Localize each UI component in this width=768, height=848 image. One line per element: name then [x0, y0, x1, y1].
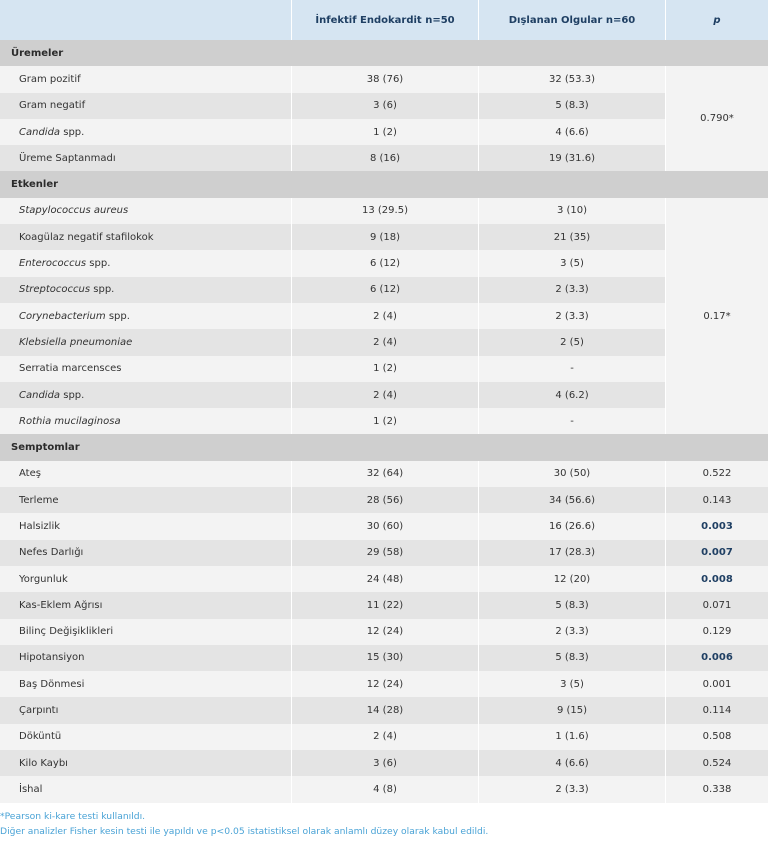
table-row [0, 119, 768, 145]
table-row [0, 724, 768, 750]
cell-infective-endocarditis: 2 (4) [291, 303, 478, 329]
table-row [0, 303, 768, 329]
cell-excluded-cases: 9 (15) [478, 697, 665, 723]
cell-infective-endocarditis: 9 (18) [291, 224, 478, 250]
header-excluded-cases: Dışlanan Olgular n=60 [478, 0, 665, 40]
cell-excluded-cases: 2 (3.3) [478, 277, 665, 303]
table-row [0, 329, 768, 355]
cell-excluded-cases: 19 (31.6) [478, 145, 665, 171]
cell-excluded-cases: 2 (3.3) [478, 619, 665, 645]
row-label-text: spp. [86, 258, 111, 270]
header-infective-endocarditis: İnfektif Endokardit n=50 [291, 0, 478, 40]
cell-excluded-cases: 2 (3.3) [478, 303, 665, 329]
cell-excluded-cases: 3 (10) [478, 198, 665, 224]
cell-infective-endocarditis: 3 (6) [291, 93, 478, 119]
row-label-italic: Enterococcus [19, 258, 87, 270]
row-label: Terleme [0, 487, 291, 513]
table-row [0, 66, 768, 92]
table-row [0, 93, 768, 119]
header-row [0, 0, 768, 40]
table-row [0, 250, 768, 276]
row-label: Yorgunluk [0, 566, 291, 592]
cell-infective-endocarditis: 12 (24) [291, 619, 478, 645]
row-label [0, 408, 291, 434]
row-label: Hipotansiyon [0, 645, 291, 671]
cell-infective-endocarditis: 38 (76) [291, 66, 478, 92]
section-title: Semptomlar [0, 434, 768, 460]
row-label-text: spp. [60, 389, 85, 401]
row-label: Baş Dönmesi [0, 671, 291, 697]
cell-infective-endocarditis: 32 (64) [291, 461, 478, 487]
row-label-text: Üreme Saptanmadı [19, 152, 116, 164]
row-label [0, 329, 291, 355]
cell-excluded-cases: 32 (53.3) [478, 66, 665, 92]
cell-infective-endocarditis: 1 (2) [291, 356, 478, 382]
row-label [0, 356, 291, 382]
cell-excluded-cases: 4 (6.6) [478, 750, 665, 776]
row-label-italic: Candida [19, 389, 61, 401]
cell-excluded-cases: 5 (8.3) [478, 645, 665, 671]
table-row [0, 224, 768, 250]
row-label-italic: Corynebacterium [19, 310, 106, 322]
cell-excluded-cases: 3 (5) [478, 671, 665, 697]
row-label [0, 250, 291, 276]
header-p-value: p [665, 0, 768, 40]
cell-excluded-cases: 34 (56.6) [478, 487, 665, 513]
row-label: İshal [0, 776, 291, 802]
row-label: Çarpıntı [0, 697, 291, 723]
cell-excluded-cases: 17 (28.3) [478, 540, 665, 566]
cell-p-value: 0.522 [665, 461, 768, 487]
cell-infective-endocarditis: 1 (2) [291, 119, 478, 145]
cell-excluded-cases: 5 (8.3) [478, 93, 665, 119]
cell-excluded-cases: 3 (5) [478, 250, 665, 276]
cell-infective-endocarditis: 28 (56) [291, 487, 478, 513]
cell-p-value: 0.508 [665, 724, 768, 750]
cell-infective-endocarditis: 14 (28) [291, 697, 478, 723]
cell-p-value: 0.008 [665, 566, 768, 592]
cell-excluded-cases: - [478, 408, 665, 434]
cell-p-value: 0.524 [665, 750, 768, 776]
cell-infective-endocarditis: 12 (24) [291, 671, 478, 697]
table-row [0, 145, 768, 171]
table-row [0, 671, 768, 697]
row-label-italic: Rothia mucilaginosa [19, 415, 121, 427]
cell-infective-endocarditis: 8 (16) [291, 145, 478, 171]
row-label: Nefes Darlığı [0, 540, 291, 566]
row-label-text: Koagülaz negatif stafilokok [19, 231, 154, 243]
cell-p-value: 0.129 [665, 619, 768, 645]
section-title: Üremeler [0, 40, 768, 66]
cell-excluded-cases: 12 (20) [478, 566, 665, 592]
header-empty [0, 0, 291, 40]
cell-p-value: 0.001 [665, 671, 768, 697]
cell-excluded-cases: 4 (6.2) [478, 382, 665, 408]
table-row [0, 566, 768, 592]
section-title: Etkenler [0, 171, 768, 197]
cell-excluded-cases: 2 (3.3) [478, 776, 665, 802]
cell-excluded-cases: - [478, 356, 665, 382]
footnote-fisher: Diğer analizler Fisher kesin testi ile yapıldı ve p<0.05 istatistiksel olarak anlamlı düzey olarak kabul edildi. [0, 825, 489, 837]
cell-excluded-cases: 2 (5) [478, 329, 665, 355]
row-label-text: spp. [105, 310, 130, 322]
cell-infective-endocarditis: 29 (58) [291, 540, 478, 566]
cell-p-value: 0.003 [665, 513, 768, 539]
table-row [0, 513, 768, 539]
table-row [0, 697, 768, 723]
row-label [0, 277, 291, 303]
cell-infective-endocarditis: 15 (30) [291, 645, 478, 671]
row-label: Ateş [0, 461, 291, 487]
row-label [0, 224, 291, 250]
row-label: Kas-Eklem Ağrısı [0, 592, 291, 618]
row-label: Kilo Kaybı [0, 750, 291, 776]
cell-infective-endocarditis: 2 (4) [291, 724, 478, 750]
table-row [0, 619, 768, 645]
row-label-text: spp. [60, 126, 85, 138]
table-row [0, 776, 768, 802]
row-label [0, 382, 291, 408]
cell-infective-endocarditis: 2 (4) [291, 382, 478, 408]
table-row [0, 461, 768, 487]
cell-excluded-cases: 16 (26.6) [478, 513, 665, 539]
footnotes [0, 809, 768, 839]
row-label: Döküntü [0, 724, 291, 750]
cell-infective-endocarditis: 11 (22) [291, 592, 478, 618]
row-label-italic: Klebsiella pneumoniae [19, 336, 133, 348]
row-label [0, 198, 291, 224]
table-row [0, 592, 768, 618]
table-row [0, 540, 768, 566]
table-row [0, 487, 768, 513]
cell-infective-endocarditis: 30 (60) [291, 513, 478, 539]
row-label [0, 303, 291, 329]
table-row [0, 356, 768, 382]
cell-excluded-cases: 30 (50) [478, 461, 665, 487]
row-label-italic: Candida [19, 126, 61, 138]
table-body [0, 40, 768, 803]
cell-excluded-cases: 5 (8.3) [478, 592, 665, 618]
cell-infective-endocarditis: 6 (12) [291, 250, 478, 276]
table-row [0, 277, 768, 303]
cell-excluded-cases: 21 (35) [478, 224, 665, 250]
row-label [0, 119, 291, 145]
cell-infective-endocarditis: 1 (2) [291, 408, 478, 434]
cell-infective-endocarditis: 2 (4) [291, 329, 478, 355]
cell-p-value: 0.114 [665, 697, 768, 723]
cell-infective-endocarditis: 6 (12) [291, 277, 478, 303]
section-header-row [0, 40, 768, 66]
row-label [0, 93, 291, 119]
row-label [0, 66, 291, 92]
cell-p-value-merged: 0.17* [665, 198, 768, 435]
cell-p-value: 0.007 [665, 540, 768, 566]
row-label-text: Gram pozitif [19, 73, 81, 85]
table-row [0, 382, 768, 408]
row-label-italic: Stapylococcus aureus [19, 205, 129, 217]
cell-p-value: 0.143 [665, 487, 768, 513]
row-label-italic: Streptococcus [19, 284, 91, 296]
cell-excluded-cases: 1 (1.6) [478, 724, 665, 750]
cell-p-value: 0.338 [665, 776, 768, 802]
row-label [0, 145, 291, 171]
table-row [0, 198, 768, 224]
table-row [0, 408, 768, 434]
row-label: Halsizlik [0, 513, 291, 539]
table-row [0, 750, 768, 776]
section-header-row [0, 171, 768, 197]
cell-infective-endocarditis: 3 (6) [291, 750, 478, 776]
row-label: Bilinç Değişiklikleri [0, 619, 291, 645]
row-label-text: Gram negatif [19, 100, 86, 112]
table-row [0, 645, 768, 671]
cell-infective-endocarditis: 13 (29.5) [291, 198, 478, 224]
cell-infective-endocarditis: 4 (8) [291, 776, 478, 802]
footnote-pearson: *Pearson ki-kare testi kullanıldı. [0, 810, 146, 822]
cell-p-value: 0.071 [665, 592, 768, 618]
section-header-row [0, 434, 768, 460]
cell-p-value: 0.006 [665, 645, 768, 671]
cell-p-value-merged: 0.790* [665, 66, 768, 171]
cell-excluded-cases: 4 (6.6) [478, 119, 665, 145]
row-label-text: Serratia marcensces [19, 363, 122, 375]
cell-infective-endocarditis: 24 (48) [291, 566, 478, 592]
row-label-text: spp. [90, 284, 115, 296]
